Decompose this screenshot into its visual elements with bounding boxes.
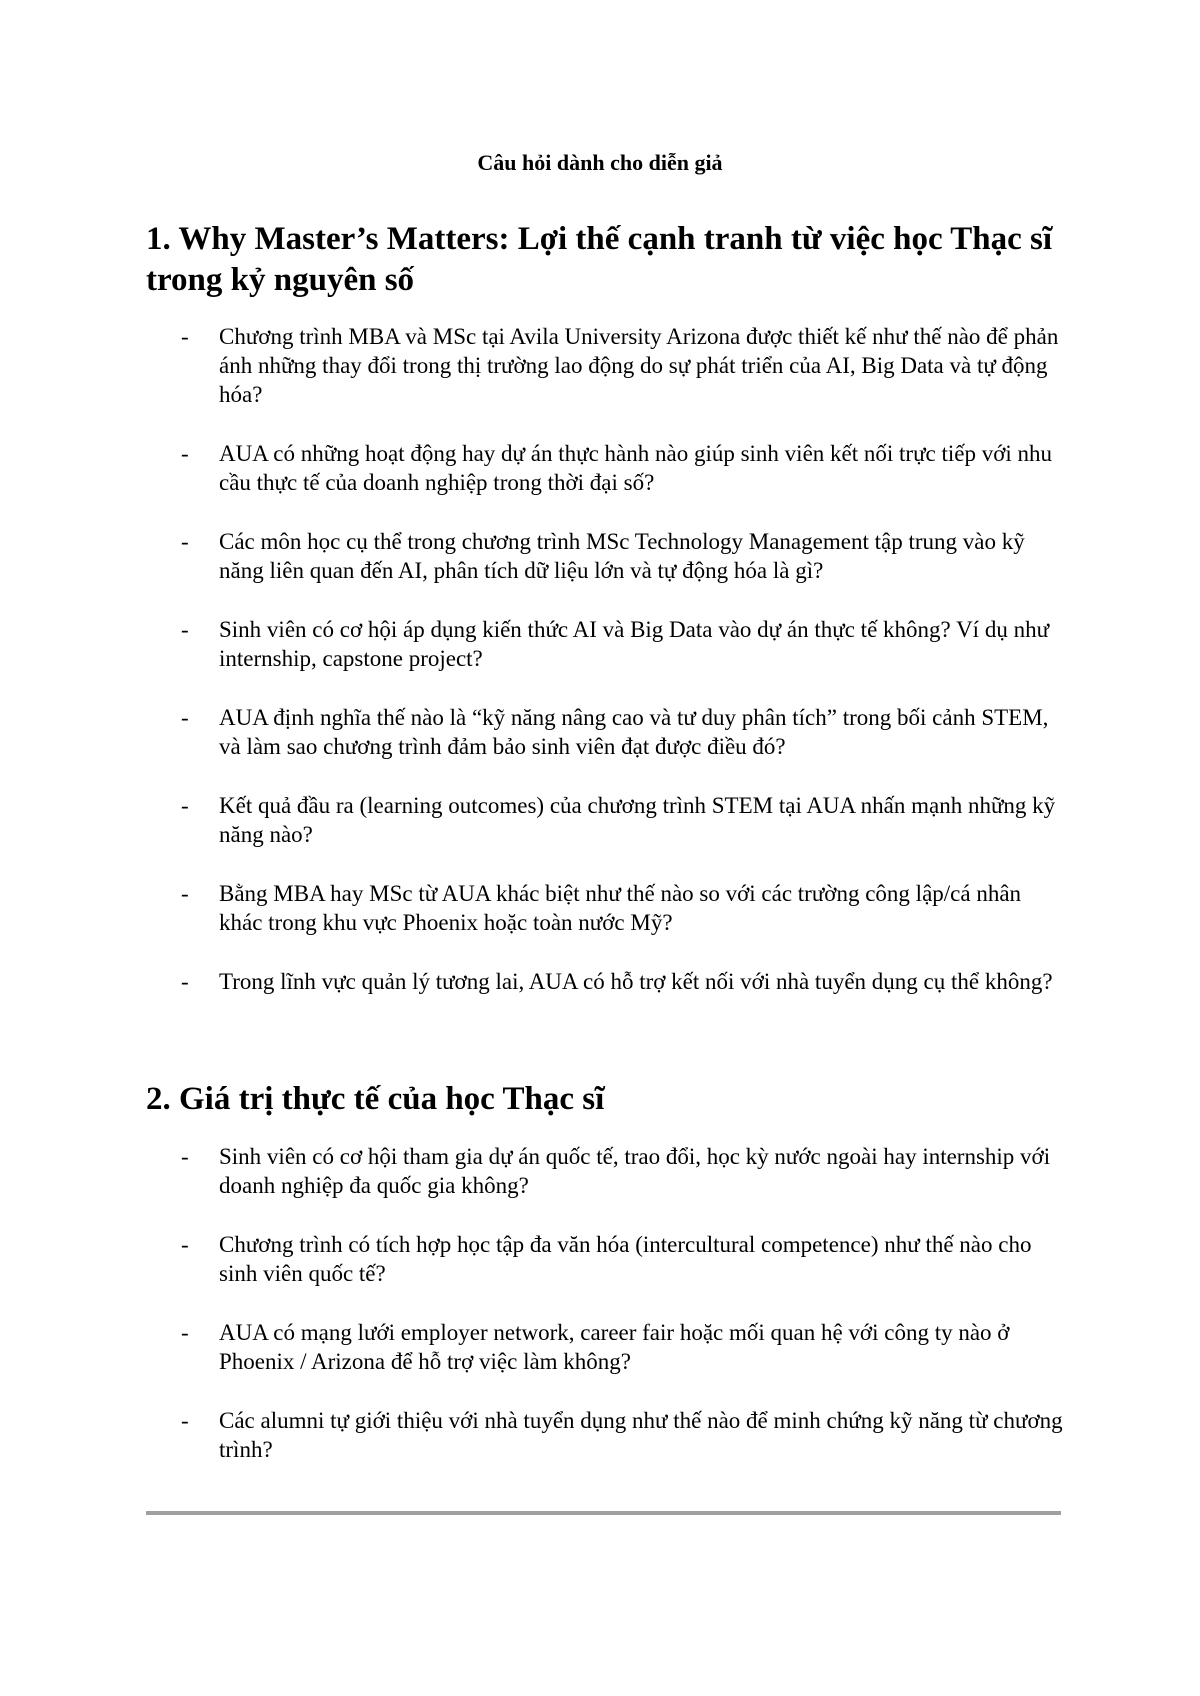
question-text: Các môn học cụ thể trong chương trình MSc Technology Management tập trung vào kỹ năng liên quan đến AI, phân tích dữ liệu lớn và tự động hóa là gì?	[219, 529, 1025, 583]
list-bullet: -	[181, 1232, 189, 1257]
list-bullet: -	[181, 617, 189, 642]
list-bullet: -	[181, 441, 189, 466]
list-bullet: -	[181, 793, 189, 818]
question-text: Sinh viên có cơ hội áp dụng kiến thức AI và Big Data vào dự án thực tế không? Ví dụ như internship, capstone project?	[219, 617, 1050, 671]
list-item	[0, 615, 1200, 673]
list-item	[0, 1142, 1200, 1200]
list-item	[0, 1318, 1200, 1376]
section-heading-2: 2. Giá trị thực tế của học Thạc sĩ	[146, 1081, 605, 1117]
question-text: AUA định nghĩa thế nào là “kỹ năng nâng cao và tư duy phân tích” trong bối cảnh STEM, và làm sao chương trình đảm bảo sinh viên đạt được điều đó?	[219, 705, 1049, 759]
question-text: Bằng MBA hay MSc từ AUA khác biệt như thế nào so với các trường công lập/cá nhân khác trong khu vực Phoenix hoặc toàn nước Mỹ?	[219, 881, 1022, 935]
section-heading-1: 1. Why Master’s Matters: Lợi thế cạnh tranh từ việc học Thạc sĩ trong kỷ nguyên số	[146, 221, 1053, 298]
question-text: AUA có mạng lưới employer network, career fair hoặc mối quan hệ với công ty nào ở Phoenix / Arizona để hỗ trợ việc làm không?	[219, 1320, 1010, 1374]
question-text: Chương trình có tích hợp học tập đa văn hóa (intercultural competence) như thế nào cho sinh viên quốc tế?	[219, 1232, 1032, 1286]
list-item	[0, 1406, 1200, 1464]
list-item	[0, 527, 1200, 585]
question-list-2	[0, 1142, 1200, 1494]
list-bullet: -	[181, 529, 189, 554]
question-text: Các alumni tự giới thiệu với nhà tuyển dụng như thế nào để minh chứng kỹ năng từ chương trình?	[219, 1408, 1063, 1462]
list-bullet: -	[181, 705, 189, 730]
document-title: Câu hỏi dành cho diễn giả	[477, 150, 723, 175]
list-bullet: -	[181, 881, 189, 906]
list-item	[0, 439, 1200, 497]
list-item	[0, 322, 1200, 409]
list-item	[0, 703, 1200, 761]
list-bullet: -	[181, 1408, 189, 1433]
list-item	[0, 1230, 1200, 1288]
question-text: Chương trình MBA và MSc tại Avila University Arizona được thiết kế như thế nào để phản ánh những thay đổi trong thị trường lao động do sự phát triển của AI, Big Data và tự động hóa?	[219, 324, 1059, 407]
list-bullet: -	[181, 324, 189, 349]
horizontal-divider	[146, 1511, 1061, 1515]
question-text: Trong lĩnh vực quản lý tương lai, AUA có hỗ trợ kết nối với nhà tuyển dụng cụ thể không?	[219, 969, 1053, 994]
list-bullet: -	[181, 969, 189, 994]
list-bullet: -	[181, 1320, 189, 1345]
list-item	[0, 879, 1200, 937]
question-text: Sinh viên có cơ hội tham gia dự án quốc tế, trao đổi, học kỳ nước ngoài hay internship với doanh nghiệp đa quốc gia không?	[219, 1144, 1051, 1198]
list-bullet: -	[181, 1144, 189, 1169]
question-text: AUA có những hoạt động hay dự án thực hành nào giúp sinh viên kết nối trực tiếp với nhu cầu thực tế của doanh nghiệp trong thời đại số?	[219, 441, 1053, 495]
list-item	[0, 791, 1200, 849]
list-item	[0, 967, 1200, 996]
question-text: Kết quả đầu ra (learning outcomes) của chương trình STEM tại AUA nhấn mạnh những kỹ năng nào?	[219, 793, 1056, 847]
question-list-1	[0, 322, 1200, 1026]
